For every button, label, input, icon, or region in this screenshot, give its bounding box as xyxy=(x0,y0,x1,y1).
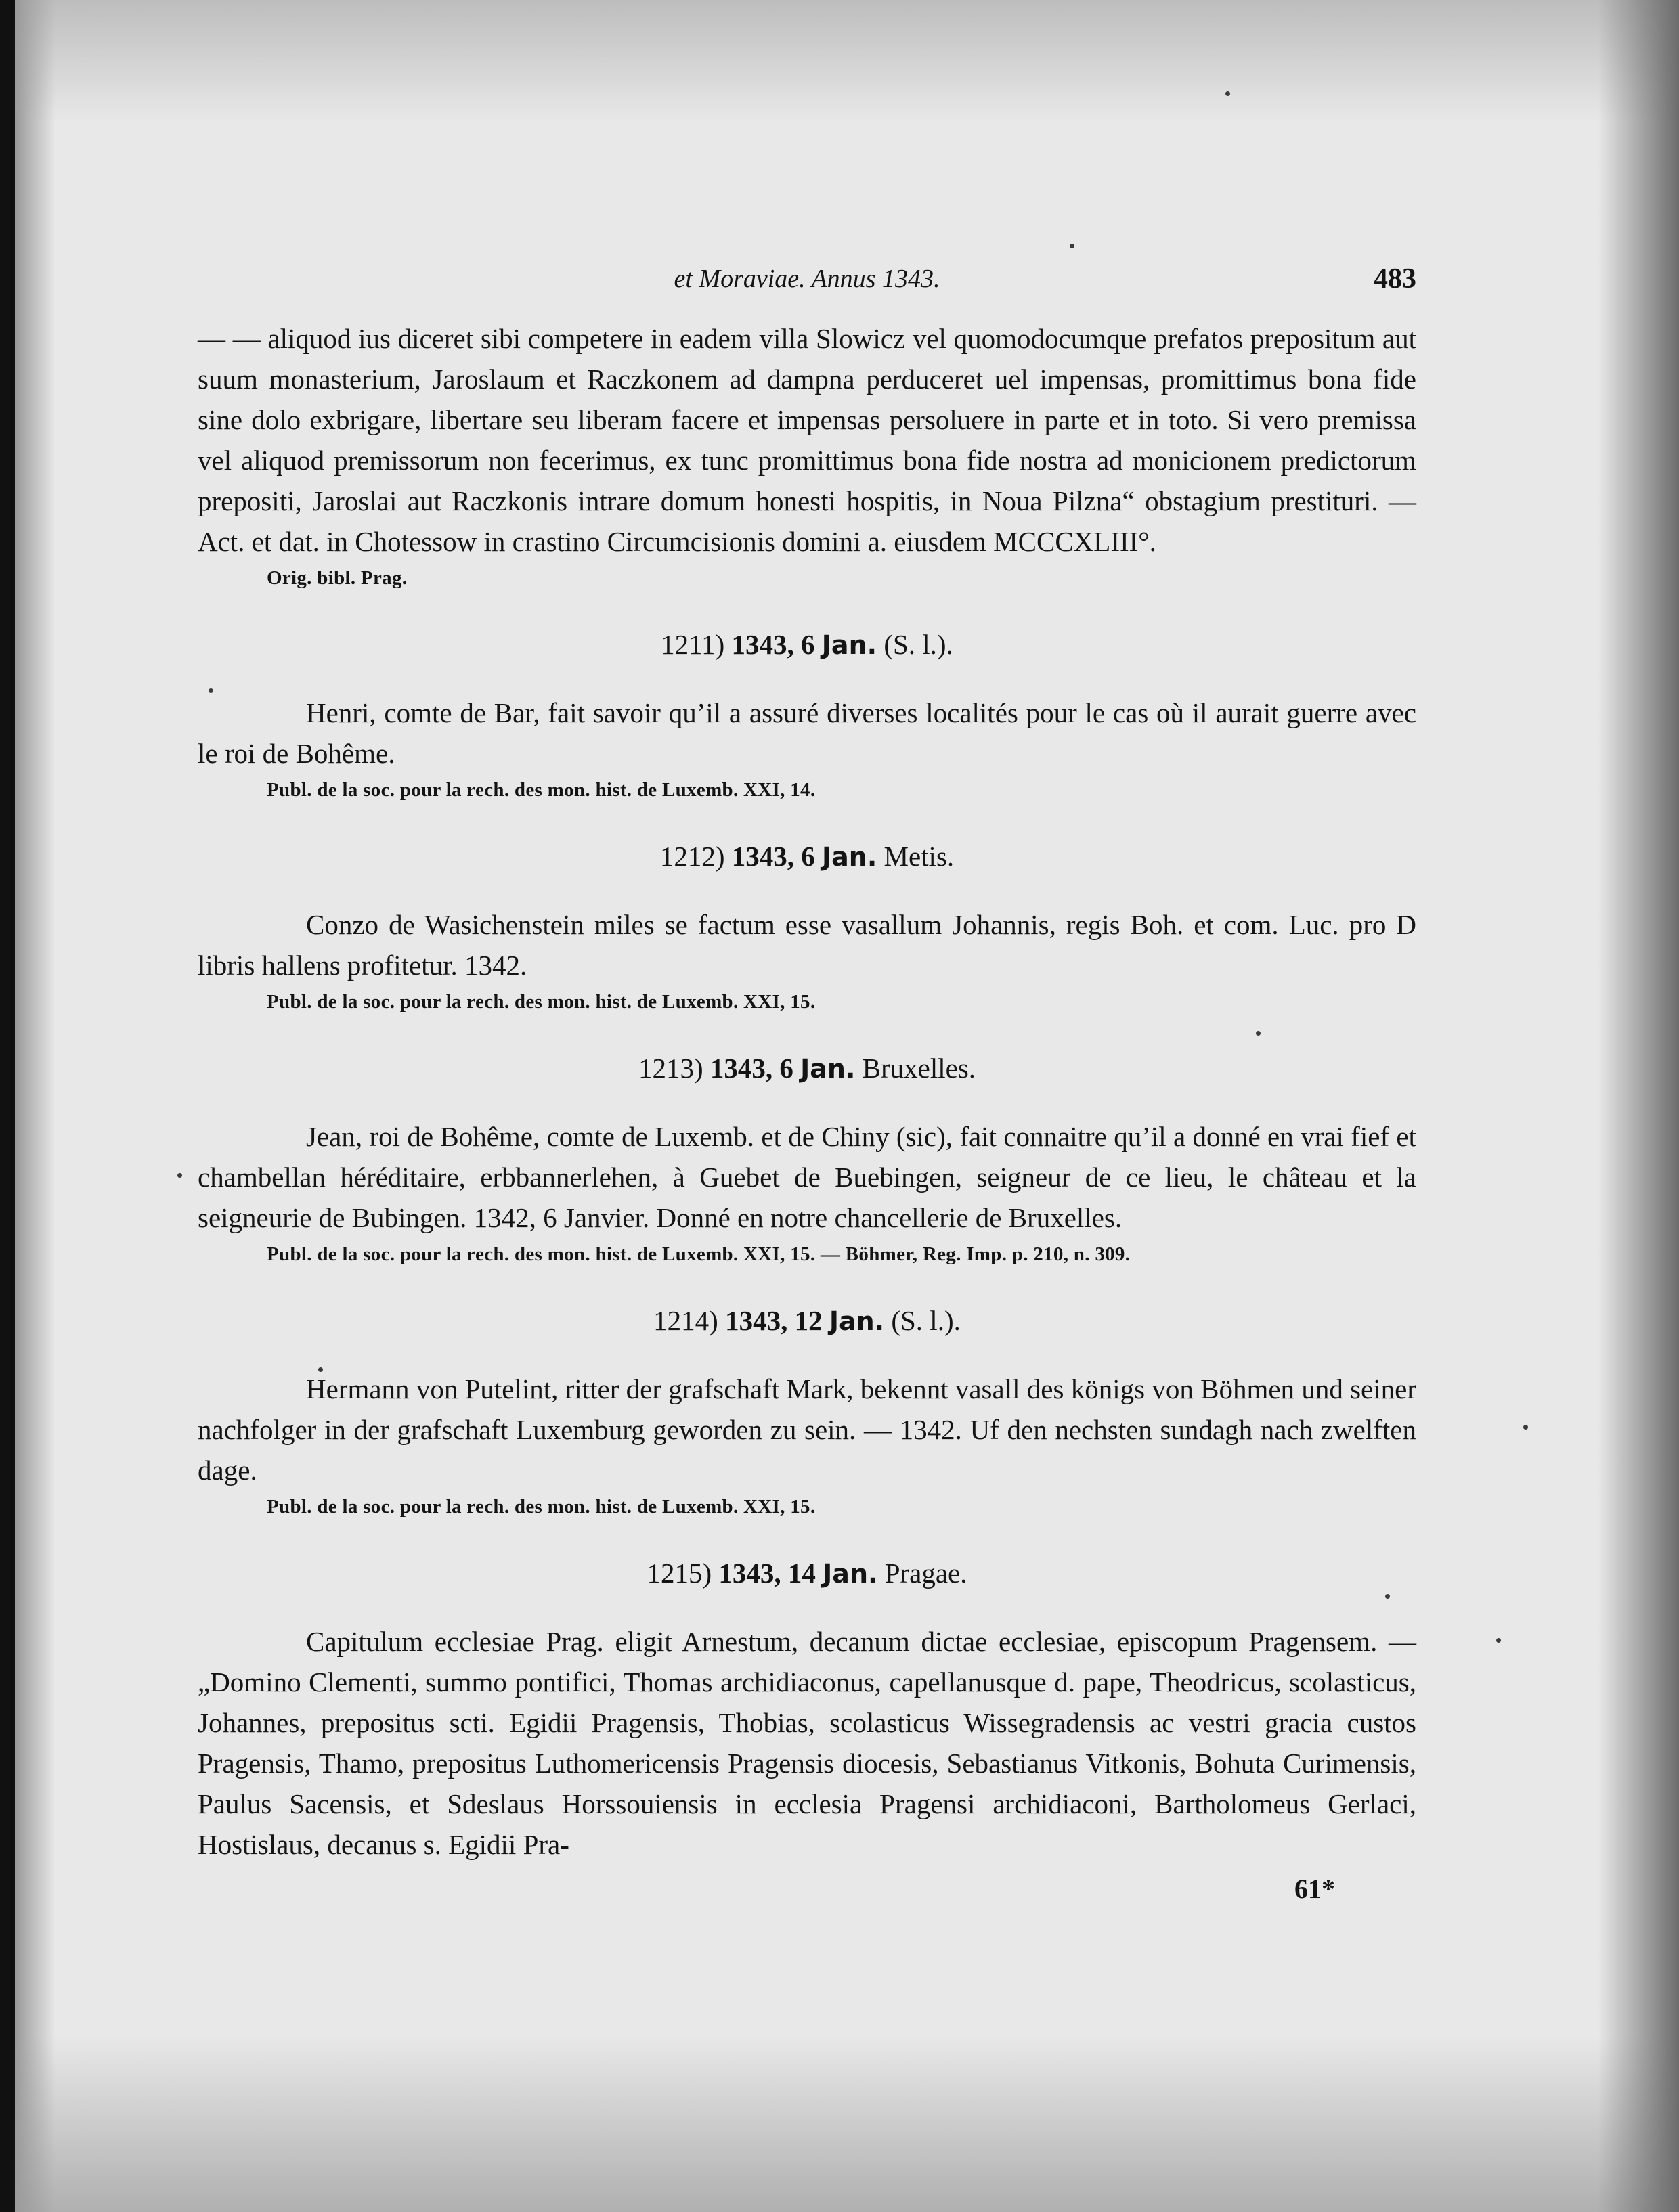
intro-paragraph: — — aliquod ius diceret sibi competere in eadem villa Slowicz vel quomodocumque prefatos prepositum aut suum monasterium, Jaroslaum et Raczkonem ad dampna perduceret uel impensas, promittimus bona fide sine dolo exbrigare, libertare seu liberam facere et impensas persoluere in parte et in toto. Si vero premissa vel aliquod premissorum non fecerimus, ex tunc promittimus bona fide nostra ad monicionem predictorum prepositi, Jaroslai aut Raczkonis intrare domum honesti hospitis, in Noua Pilzna“ obstagium prestituri. — Act. et dat. in Chotessow in crastino Circumcisionis domini a. eiusdem MCCCXLIII°. xyxy=(198,323,1416,557)
entry-text: Henri, comte de Bar, fait savoir qu’il a assuré diverses localités pour le cas où il aurait guerre avec le roi de Bohême. xyxy=(198,697,1416,769)
entry-place: Metis. xyxy=(884,841,955,872)
entry-number: 1214) xyxy=(653,1305,718,1336)
entry-text: Conzo de Wasichenstein miles se factum esse vasallum Johannis, regis Boh. et com. Luc. pro D libris hallens profitetur. 1342. xyxy=(198,909,1416,981)
entry-date: 1343, 6 xyxy=(710,1053,793,1084)
scan-top-shadow xyxy=(0,0,1679,122)
entry-source-note: Publ. de la soc. pour la rech. des mon. hist. de Luxemb. XXI, 15. xyxy=(267,991,816,1013)
entry-date: 1343, 6 xyxy=(731,629,815,660)
entry-text: Hermann von Putelint, ritter der grafschaft Mark, bekennt vasall des königs von Böhmen und seiner nachfolger in der grafschaft Luxemburg geworden zu sein. — 1342. Uf den nechsten sundagh nach zwelften dage. xyxy=(198,1373,1416,1486)
entry-heading xyxy=(198,1553,1416,1594)
scan-speck xyxy=(177,1173,182,1178)
entry-month: Jan. xyxy=(821,842,877,872)
entry-heading xyxy=(198,836,1416,877)
running-title: et Moraviae. Annus 1343. xyxy=(674,265,940,293)
entry-source-note: Publ. de la soc. pour la rech. des mon. hist. de Luxemb. XXI, 15. — Böhmer, Reg. Imp. p. 210, n. 309. xyxy=(267,1243,1131,1265)
page-number: 483 xyxy=(1374,263,1416,294)
entry-text: Jean, roi de Bohême, comte de Luxemb. et de Chiny (sic), fait connaitre qu’il a donné en vrai fief et chambellan héréditaire, erbbannerlehen, à Guebet de Buebingen, seigneur de ce lieu, le château et la seigneurie de Bubingen. 1342, 6 Janvier. Donné en notre chancellerie de Bruxelles. xyxy=(198,1121,1416,1233)
entry-heading xyxy=(198,624,1416,665)
entry-place: (S. l.). xyxy=(884,629,953,660)
running-head xyxy=(198,257,1416,318)
scan-bottom-shadow xyxy=(0,2036,1679,2212)
scan-speck xyxy=(1523,1425,1528,1430)
entry-source-note: Publ. de la soc. pour la rech. des mon. hist. de Luxemb. XXI, 14. xyxy=(267,779,816,801)
intro-source-note: Orig. bibl. Prag. xyxy=(267,567,408,589)
entry-place: Bruxelles. xyxy=(862,1053,976,1084)
scan-speck xyxy=(1225,91,1230,96)
entry-heading xyxy=(198,1300,1416,1342)
scan-speck xyxy=(1070,244,1074,248)
entry-month: Jan. xyxy=(823,1559,878,1589)
entry-month: Jan. xyxy=(829,1306,885,1336)
entry-month: Jan. xyxy=(800,1054,856,1084)
entry-month: Jan. xyxy=(821,630,877,660)
scan-left-shadow xyxy=(15,0,56,2212)
entry-place: Pragae. xyxy=(884,1557,967,1589)
entry-text: Capitulum ecclesiae Prag. eligit Arnestum, decanum dictae ecclesiae, episcopum Pragensem. — „Domino Clementi, summo pontifici, Thomas archidiaconus, capellanusque d. pape, Theodricus, scolasticus, Johannes, prepositus scti. Egidii Pragensis, Thobias, scolasticus Wissegradensis ac vestri gracia custos Pragensis, Thamo, prepositus Luthomericensis Pragensis diocesis, Sebastianus Vitkonis, Bohuta Curimensis, Paulus Sacensis, et Sdeslaus Horssouiensis in ecclesia Pragensi archidiaconi, Bartholomeus Gerlaci, Hostislaus, decanus s. Egidii Pra- xyxy=(198,1626,1416,1860)
scan-right-shadow xyxy=(1598,0,1679,2212)
entry-source-note: Publ. de la soc. pour la rech. des mon. hist. de Luxemb. XXI, 15. xyxy=(267,1496,816,1518)
signature-mark: 61* xyxy=(1294,1874,1335,1904)
document-page xyxy=(198,257,1416,1909)
entry-place: (S. l.). xyxy=(891,1305,961,1336)
entry-heading xyxy=(198,1048,1416,1089)
entry-date: 1343, 14 xyxy=(718,1557,816,1589)
entry-number: 1212) xyxy=(659,841,725,872)
entry-date: 1343, 6 xyxy=(731,841,815,872)
entry-number: 1211) xyxy=(661,629,725,660)
scan-binding-edge xyxy=(0,0,15,2212)
scan-speck xyxy=(1496,1638,1501,1643)
entry-number: 1215) xyxy=(647,1557,712,1589)
entry-date: 1343, 12 xyxy=(725,1305,823,1336)
entry-number: 1213) xyxy=(638,1053,703,1084)
